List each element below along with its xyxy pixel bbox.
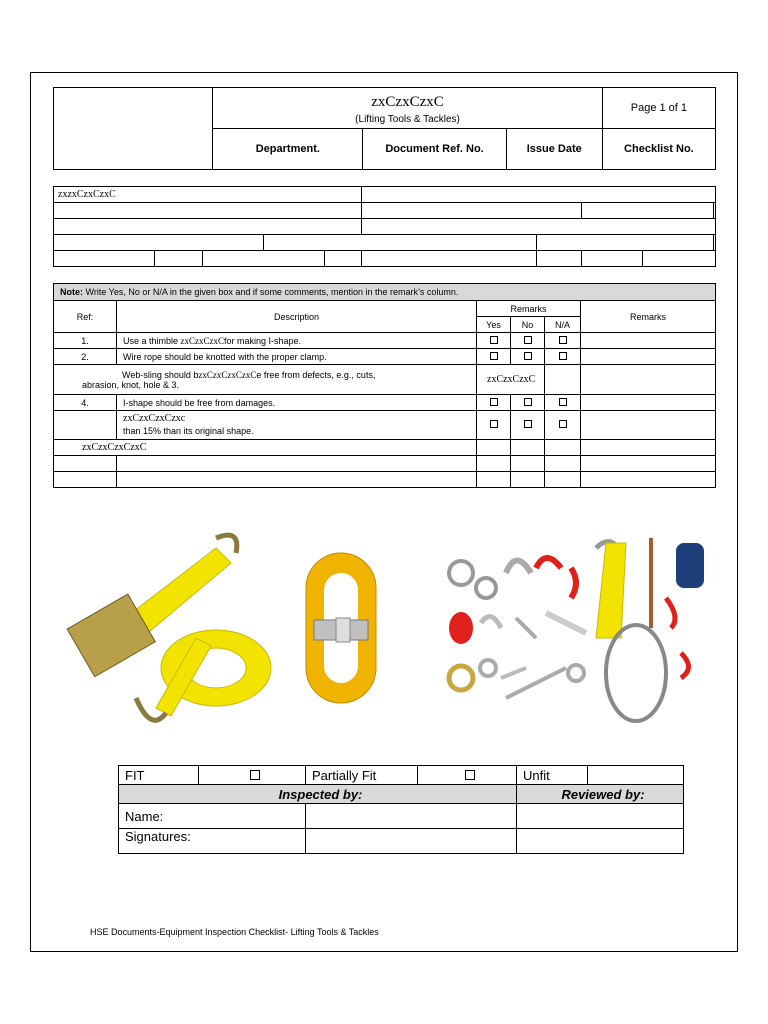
fit-label: FIT	[119, 766, 199, 785]
table-row: zxCzxCzxCzxC	[54, 440, 716, 456]
unfit-label: Unfit	[517, 766, 588, 785]
reviewer-signature-field[interactable]	[517, 829, 684, 854]
name-label: Name:	[119, 804, 306, 829]
rigging-hardware-illustration	[449, 538, 704, 721]
table-row: 4. I-shape should be free from damages.	[54, 395, 716, 411]
no-checkbox[interactable]	[511, 349, 545, 365]
document-footer: HSE Documents-Equipment Inspection Checklist- Lifting Tools & Tackles	[90, 927, 379, 937]
ref-header: Ref:	[54, 301, 117, 333]
lifting-equipment-illustrations	[66, 528, 706, 738]
doc-title: zxCzxCzxC	[371, 94, 444, 110]
ratchet-strap-illustration	[67, 535, 271, 720]
partially-fit-checkbox[interactable]	[418, 766, 517, 785]
no-checkbox[interactable]	[511, 395, 545, 411]
no-checkbox[interactable]	[511, 411, 545, 440]
partially-fit-label: Partially Fit	[306, 766, 418, 785]
department-header: Department.	[213, 129, 363, 170]
no-checkbox[interactable]	[511, 333, 545, 349]
na-checkbox[interactable]	[545, 333, 581, 349]
reviewed-by-header: Reviewed by:	[517, 785, 684, 804]
signatures-label: Signatures:	[119, 829, 306, 854]
yes-checkbox[interactable]	[477, 349, 511, 365]
table-row: 1. Use a thimble zxCzxCzxCfor making I-shape.	[54, 333, 716, 349]
title-cell	[213, 88, 603, 129]
na-header: N/A	[545, 317, 581, 333]
inspector-name-field[interactable]	[306, 804, 517, 829]
na-checkbox[interactable]	[545, 395, 581, 411]
issue-date-header: Issue Date	[506, 129, 602, 170]
inspector-signature-field[interactable]	[306, 829, 517, 854]
reviewer-name-field[interactable]	[517, 804, 684, 829]
yes-checkbox[interactable]	[477, 411, 511, 440]
logo-cell	[54, 88, 213, 170]
yes-checkbox[interactable]	[477, 333, 511, 349]
table-row: zxCzxCzxCzxc than 15% than its original shape.	[54, 411, 716, 440]
doc-ref-header: Document Ref. No.	[363, 129, 506, 170]
na-checkbox[interactable]	[545, 349, 581, 365]
na-checkbox[interactable]	[545, 411, 581, 440]
doc-subtitle: (Lifting Tools & Tackles)	[355, 114, 460, 125]
info-cell-1: zxzxCzxCzxC	[54, 187, 362, 203]
description-header: Description	[117, 301, 477, 333]
remarks-header: Remarks	[581, 301, 716, 333]
table-row	[54, 456, 716, 472]
table-row: Web-sling should bzxCzxCzxCzxCe free from defects, e.g., cuts, abrasion, knot, hole & 3. zxCzxCzxC	[54, 365, 716, 395]
fitness-table	[118, 765, 684, 854]
remarks-group-header: Remarks	[477, 301, 581, 317]
page-number: Page 1 of 1	[602, 88, 715, 129]
table-row: 2. Wire rope should be knotted with the proper clamp.	[54, 349, 716, 365]
note-row: Note: Write Yes, No or N/A in the given box and if some comments, mention in the remark’s column.	[54, 284, 716, 301]
no-header: No	[511, 317, 545, 333]
inspected-by-header: Inspected by:	[119, 785, 517, 804]
unfit-field[interactable]	[588, 766, 684, 785]
document-header	[53, 87, 716, 170]
table-row	[54, 472, 716, 488]
checklist-table	[53, 283, 716, 488]
yes-checkbox[interactable]	[477, 395, 511, 411]
fit-checkbox[interactable]	[199, 766, 306, 785]
yes-header: Yes	[477, 317, 511, 333]
connecting-link-illustration	[306, 553, 376, 703]
info-table	[53, 186, 716, 267]
checklist-no-header: Checklist No.	[602, 129, 715, 170]
